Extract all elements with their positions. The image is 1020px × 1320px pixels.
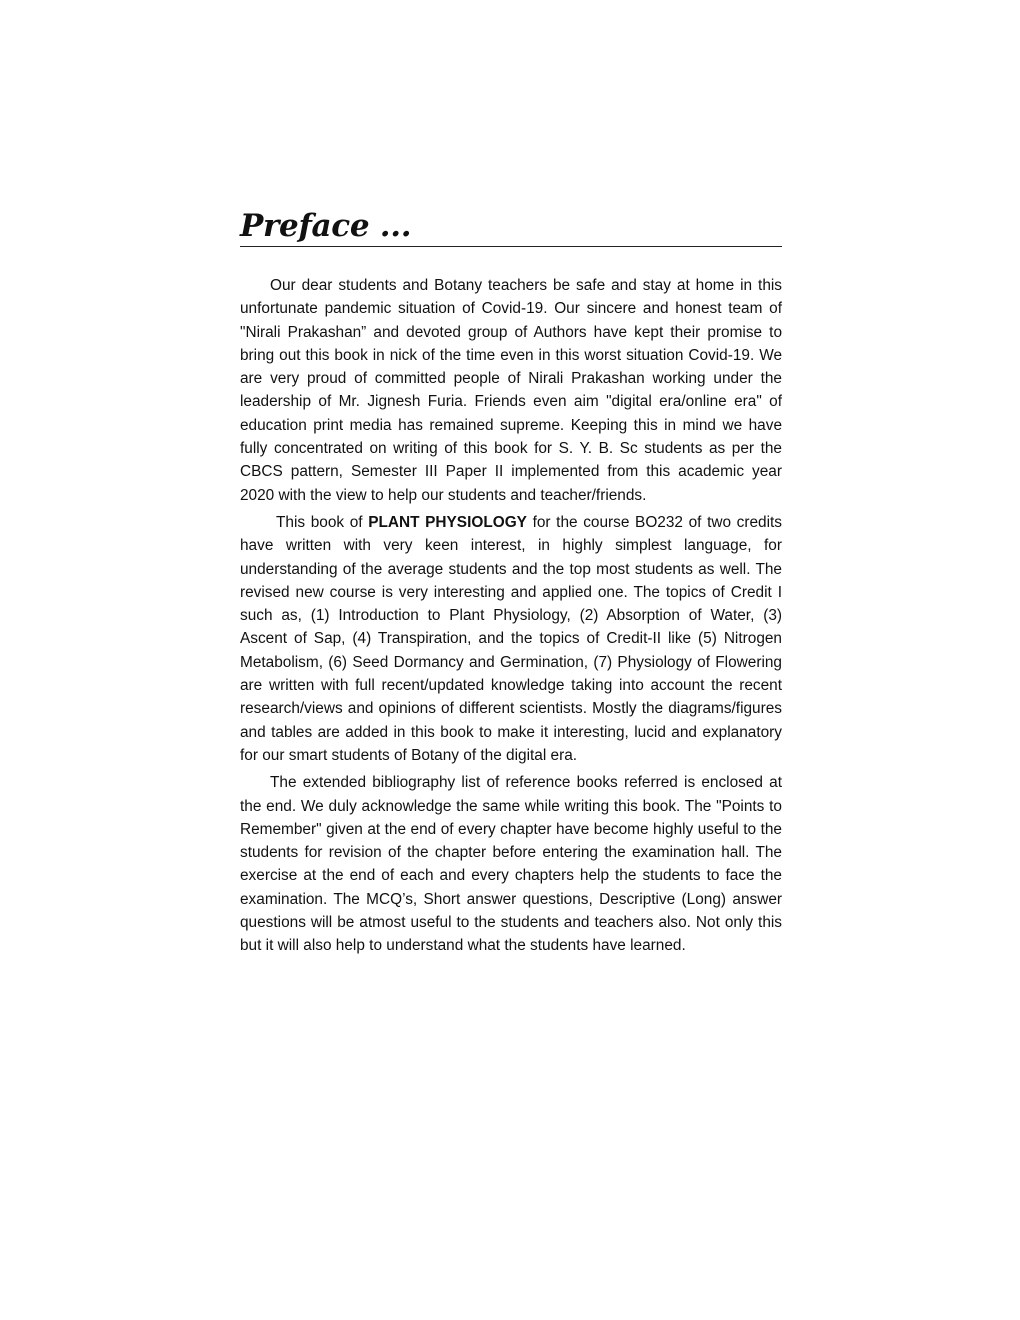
page-title: Preface ... (240, 208, 412, 244)
title-divider (240, 246, 782, 247)
paragraph-continued-text: for the course BO232 of two credits have written with very keen interest, in highly simplest language, for understanding of the average students and the top most students as well. The revised new course is very interesting and applied one. The topics of Credit I such as, (1) Introduction to Plant Physiology, (2) Absorption of Water, (3) Ascent of Sap, (4) Transpiration, and the topics of Credit-II like (5) Nitrogen Metabolism, (6) Seed Dormancy and Germination, (7) Physiology of Flowering are written with full recent/updated knowledge taking into account the recent research/views and opinions of different scientists. Mostly the diagrams/figures and tables are added in this book to make it interesting, lucid and explanatory for our smart students of Botany of the digital era. (240, 513, 783, 764)
paragraph-book-description (240, 511, 782, 767)
preface-body (240, 274, 782, 958)
book-subject-term: PLANT PHYSIOLOGY (368, 513, 527, 531)
paragraph-bibliography: The extended bibliography list of reference books referred is enclosed at the end. We duly acknowledge the same while writing this book. The "Points to Remember" given at the end of every chapter have become highly useful to the students for revision of the chapter before entering the examination hall. The exercise at the end of each and every chapters help the students to face the examination. The MCQ’s, Short answer questions, Descriptive (Long) answer questions will be atmost useful to the students and teachers also. Not only this but it will also help to understand what the students have learned. (240, 774, 782, 955)
preface-page (240, 206, 782, 962)
paragraph-intro: Our dear students and Botany teachers be safe and stay at home in this unfortunate pandemic situation of Covid-19. Our sincere and honest team of "Nirali Prakashan” and devoted group of Authors have kept their promise to bring out this book in nick of the time even in this worst situation Covid-19. We are very proud of committed people of Nirali Prakashan working under the leadership of Mr. Jignesh Furia. Friends even aim "digital era/online era" of education print media has remained supreme. Keeping this in mind we have fully concentrated on writing of this book for S. Y. B. Sc students as per the CBCS pattern, Semester III Paper II implemented from this academic year 2020 with the view to help our students and teacher/friends. (240, 277, 782, 504)
paragraph-lead-text: This book of (276, 513, 369, 531)
